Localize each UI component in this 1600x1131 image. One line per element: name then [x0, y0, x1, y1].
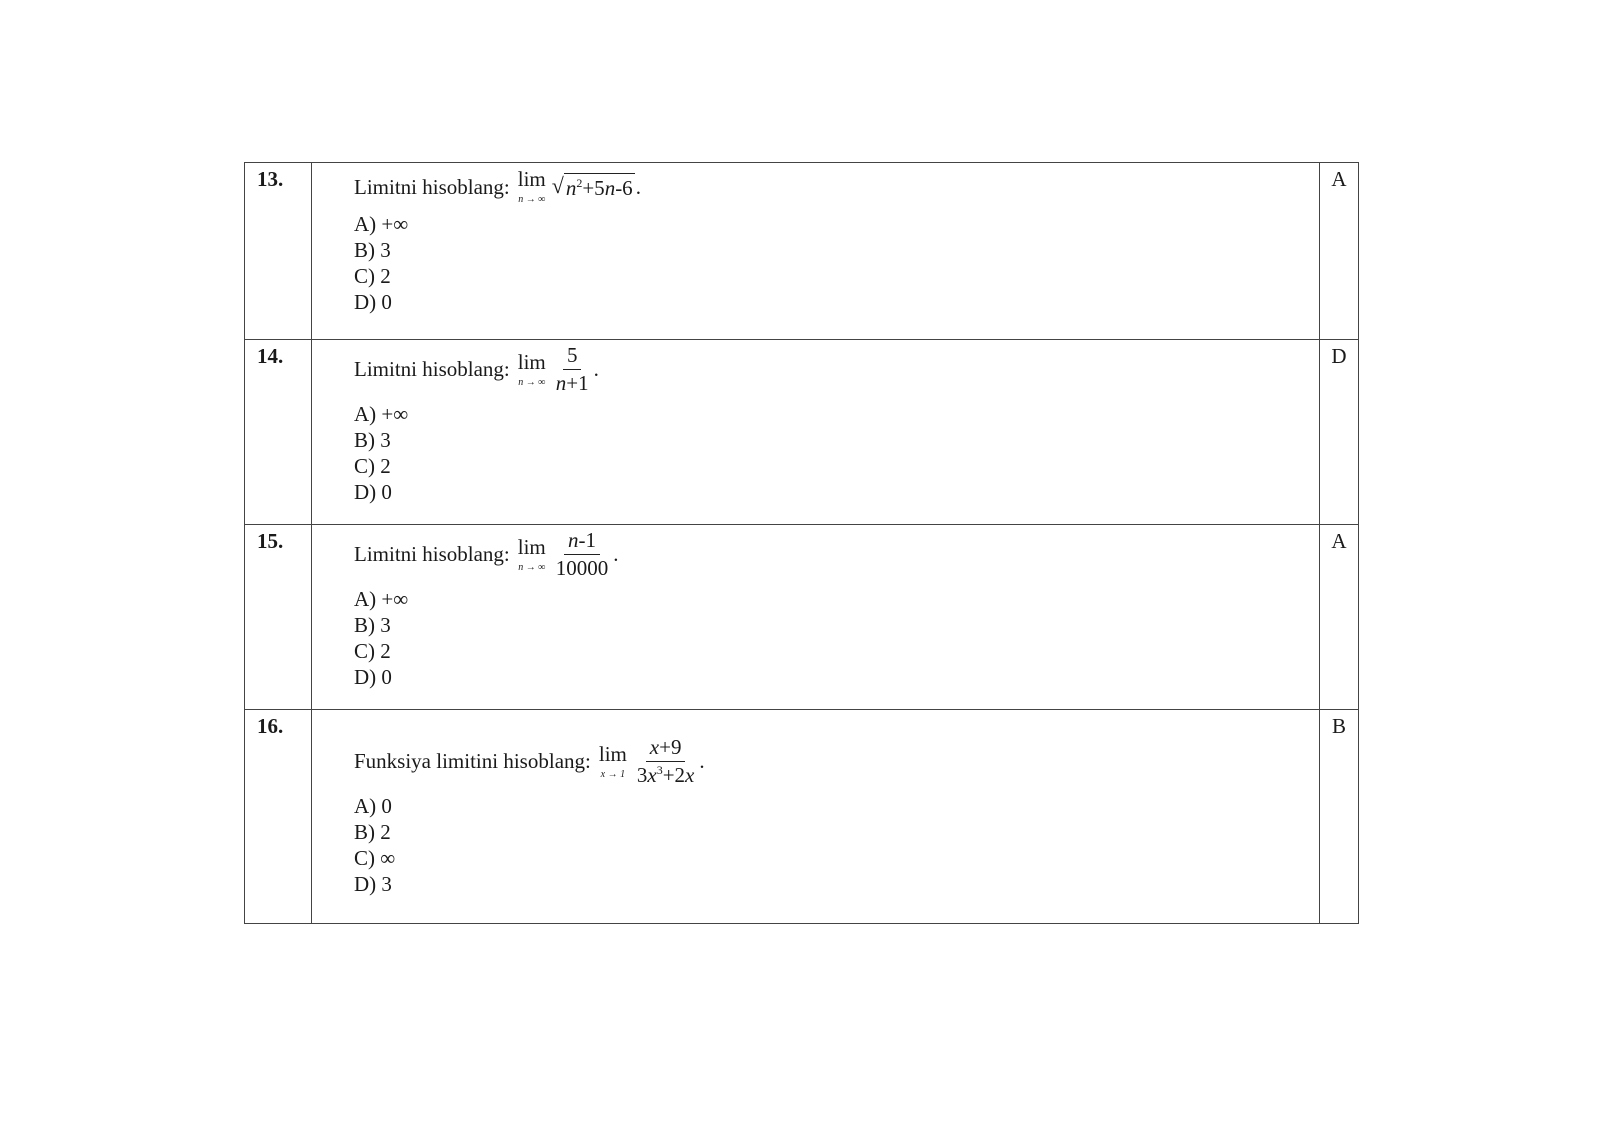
coefficient: 3	[636, 763, 648, 788]
question-number: 16.	[245, 710, 312, 924]
option-c: C) 2	[354, 639, 391, 664]
limit-subscript: x → 1	[600, 768, 626, 780]
term: -6	[615, 176, 633, 200]
limit-operator	[517, 534, 546, 573]
answer-key: A	[1320, 525, 1359, 710]
option-a: A) 0	[354, 794, 392, 819]
limit-operator	[598, 741, 627, 780]
variable: n	[568, 528, 579, 552]
term: +2	[662, 763, 686, 788]
variable: n	[565, 176, 577, 200]
options-list	[354, 211, 1319, 315]
option-a: A) +∞	[354, 402, 409, 427]
denominator	[552, 370, 593, 395]
numerator	[564, 529, 600, 555]
limit-word: lim	[517, 534, 546, 559]
question-body	[312, 525, 1320, 710]
exponent: 3	[656, 763, 663, 778]
question-row	[245, 340, 1359, 525]
option-d: D) 0	[354, 665, 392, 690]
question-body	[312, 340, 1320, 525]
option-c: C) 2	[354, 264, 391, 288]
limit-word: lim	[598, 741, 627, 766]
question-text	[354, 344, 1319, 395]
radical-sign-icon: √	[551, 173, 564, 198]
question-body	[312, 710, 1320, 924]
question-prompt: Limitni hisoblang:	[354, 542, 510, 567]
answer-key: B	[1320, 710, 1359, 924]
period: .	[593, 357, 599, 382]
denominator	[633, 762, 699, 787]
exponent: 2	[576, 176, 583, 190]
limit-operator	[517, 349, 546, 388]
radicand	[564, 173, 635, 201]
limit-subscript: n → ∞	[518, 376, 546, 388]
question-prompt: Funksiya limitini hisoblang:	[354, 749, 591, 774]
option-d: D) 3	[354, 872, 392, 897]
question-prompt: Limitni hisoblang:	[354, 357, 510, 382]
limit-subscript: n → ∞	[518, 561, 546, 573]
question-row	[245, 710, 1359, 924]
option-d: D) 0	[354, 290, 392, 314]
option-b: B) 3	[354, 238, 391, 262]
question-prompt: Limitni hisoblang:	[354, 174, 510, 199]
question-table	[244, 162, 1359, 924]
limit-subscript: n → ∞	[518, 194, 546, 205]
limit-operator	[518, 169, 546, 205]
denominator: 10000	[555, 556, 609, 581]
term: +1	[566, 371, 589, 396]
question-body	[312, 163, 1320, 340]
option-d: D) 0	[354, 480, 392, 505]
question-number: 13.	[245, 163, 312, 340]
answer-key: D	[1320, 340, 1359, 525]
question-text	[354, 736, 1319, 787]
term: +5	[582, 176, 605, 200]
question-number: 14.	[245, 340, 312, 525]
variable: n	[604, 176, 616, 200]
square-root	[552, 173, 635, 201]
period: .	[613, 542, 619, 567]
variable: x	[647, 763, 657, 788]
option-c: C) ∞	[354, 846, 396, 871]
limit-word: lim	[517, 349, 546, 374]
options-list	[354, 793, 1319, 897]
fraction	[552, 344, 593, 395]
option-b: B) 3	[354, 428, 391, 453]
answer-key: A	[1320, 163, 1359, 340]
numerator: 5	[563, 344, 582, 370]
question-row	[245, 163, 1359, 340]
option-b: B) 3	[354, 613, 391, 638]
option-a: A) +∞	[354, 212, 409, 236]
limit-word: lim	[517, 167, 546, 191]
fraction	[633, 736, 699, 787]
option-a: A) +∞	[354, 587, 409, 612]
variable: x	[685, 763, 695, 788]
term: -1	[578, 528, 597, 552]
question-text	[354, 529, 1319, 580]
period: .	[635, 174, 641, 199]
numerator	[646, 736, 686, 762]
question-row	[245, 525, 1359, 710]
option-b: B) 2	[354, 820, 391, 845]
fraction	[552, 529, 613, 580]
term: +9	[659, 735, 682, 759]
period: .	[699, 749, 705, 774]
variable: n	[555, 371, 567, 396]
options-list	[354, 586, 1319, 690]
option-c: C) 2	[354, 454, 391, 479]
question-number: 15.	[245, 525, 312, 710]
options-list	[354, 401, 1319, 505]
variable: x	[649, 735, 660, 759]
question-text	[354, 169, 1319, 205]
